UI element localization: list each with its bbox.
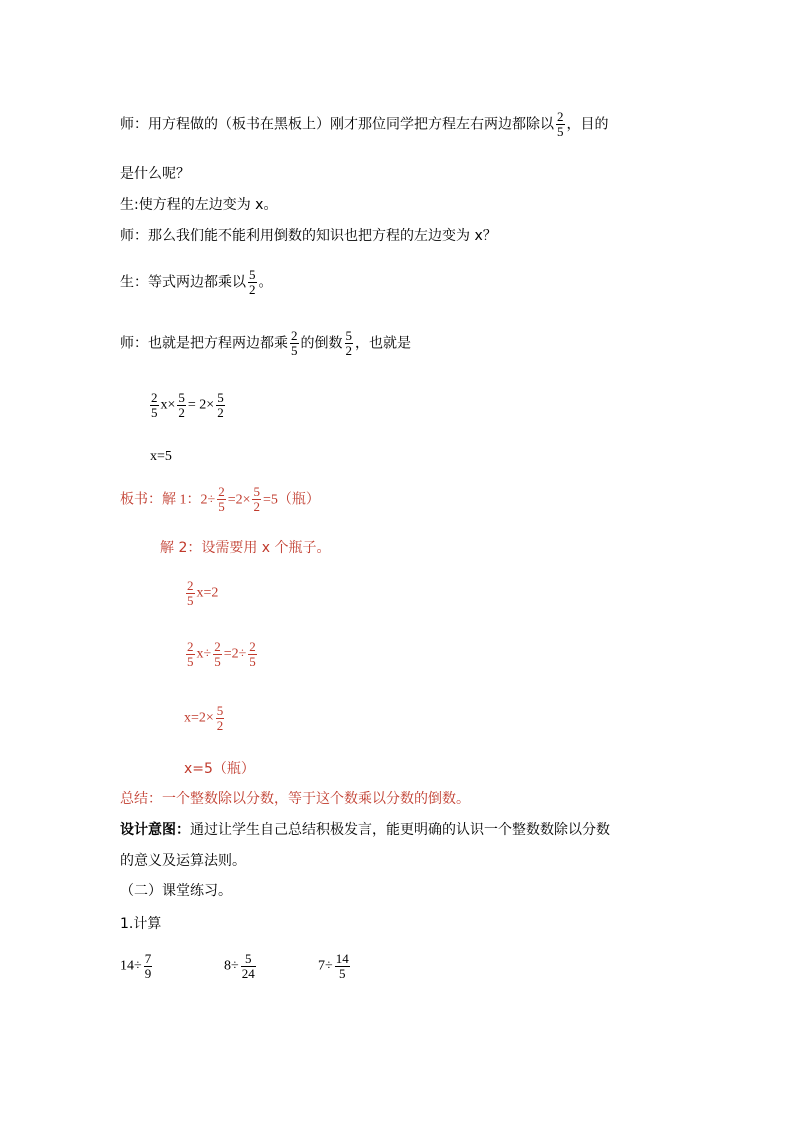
fraction: $\frac{2}{5}$ xyxy=(187,639,194,669)
section-heading: （二）课堂练习。 xyxy=(120,883,232,899)
exercise-1: 14÷ $\frac{7}{9}$ xyxy=(120,951,152,981)
fraction: $\frac{2}{5}$ xyxy=(249,639,256,669)
student-line-2: 生：等式两边都乘以 $\frac{5}{2}$ 。 xyxy=(120,267,273,297)
exercise-3: 7÷ $\frac{14}{5}$ xyxy=(318,951,349,981)
solution-step-3: x=2× $\frac{5}{2}$ xyxy=(184,703,224,733)
fraction: $\frac{5}{2}$ xyxy=(253,484,260,514)
exercise-title: 1.计算 xyxy=(120,916,162,932)
student-line-1: 生:使方程的左边变为 x。 xyxy=(120,197,278,213)
fraction: $\frac{2}{5}$ xyxy=(151,390,158,420)
summary: 总结：一个整数除以分数，等于这个数乘以分数的倒数。 xyxy=(120,791,470,807)
teacher-line-1: 师：用方程做的（板书在黑板上）刚才那位同学把方程左右两边都除以 $\frac{2}{5}$ ，目的 xyxy=(120,109,609,139)
fraction: $\frac{2}{5}$ xyxy=(187,578,194,608)
equation-2: x=5 xyxy=(150,449,172,464)
fraction: $\frac{5}{2}$ xyxy=(216,703,224,733)
fraction: $\frac{5}{2}$ xyxy=(178,390,185,420)
teacher-line-2: 师：那么我们能不能利用倒数的知识也把方程的左边变为 x？ xyxy=(120,228,497,244)
fraction: $\frac{5}{24}$ xyxy=(241,951,255,981)
design-intent: 设计意图：通过让学生自己总结积极发言，能更明确的认识一个整数数除以分数 xyxy=(120,822,610,838)
equation-1: $\frac{2}{5}$ x× $\frac{5}{2}$ = 2× $\frac{5}{2}$ xyxy=(151,390,224,420)
fraction: $\frac{14}{5}$ xyxy=(335,951,349,981)
teacher-line-3: 师：也就是把方程两边都乘 $\frac{2}{5}$ 的倒数 $\frac{5}{2}$ ，也就是 xyxy=(120,328,411,358)
fraction: $\frac{2}{5}$ xyxy=(218,484,225,514)
solution-step-2: $\frac{2}{5}$ x÷ $\frac{2}{5}$ =2÷ $\frac{2}{5}$ xyxy=(187,639,256,669)
exercise-2: 8÷ $\frac{5}{24}$ xyxy=(224,951,255,981)
board-solution-1: 板书：解 1：2÷ $\frac{2}{5}$ =2× $\frac{5}{2}$ =5（瓶） xyxy=(120,484,320,514)
teacher-line-1-cont: 是什么呢？ xyxy=(120,166,190,182)
solution-step-1: $\frac{2}{5}$ x=2 xyxy=(187,578,219,608)
fraction: $\frac{5}{2}$ xyxy=(345,328,352,358)
fraction: $\frac{2}{5}$ xyxy=(291,328,298,358)
design-intent-cont: 的意义及运算法则。 xyxy=(120,853,246,869)
fraction: $\frac{7}{9}$ xyxy=(144,951,152,981)
fraction: $\frac{2}{5}$ xyxy=(557,109,564,139)
board-solution-2: 解 2：设需要用 x 个瓶子。 xyxy=(160,540,331,556)
solution-step-4: x=5（瓶） xyxy=(184,761,255,777)
fraction: $\frac{5}{2}$ xyxy=(217,390,224,420)
fraction: $\frac{2}{5}$ xyxy=(214,639,221,669)
fraction: $\frac{5}{2}$ xyxy=(249,267,256,297)
